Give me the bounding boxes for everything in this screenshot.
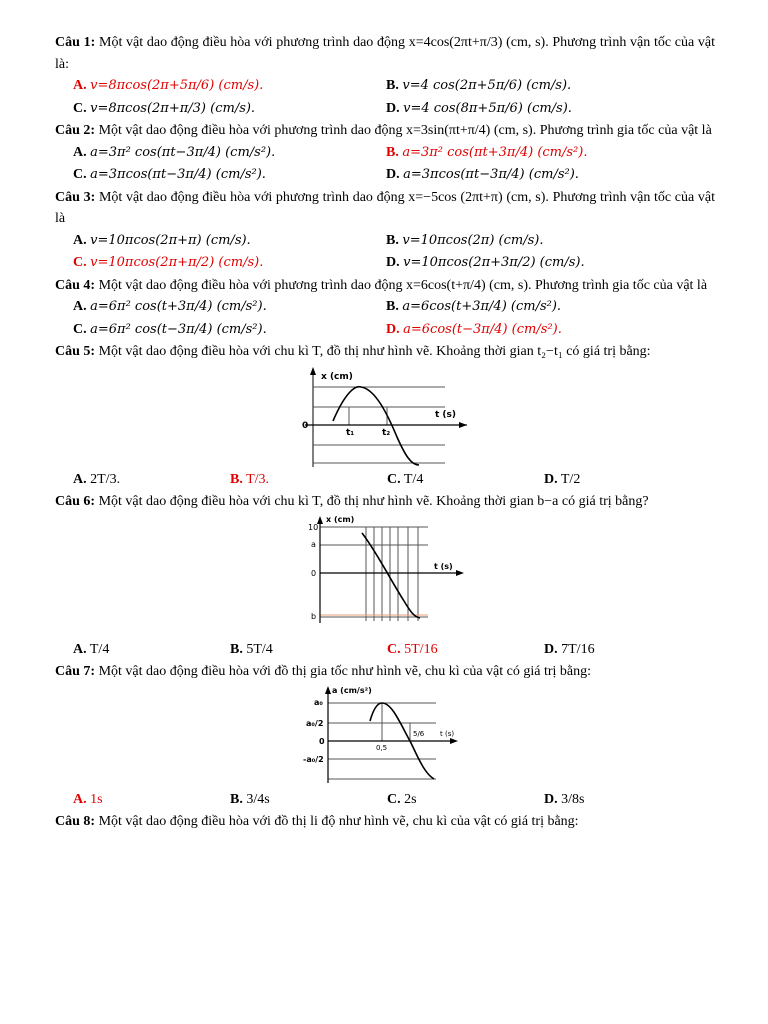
option-text: a=3πcos(πt−3π/4) (cm/s²). — [403, 167, 579, 182]
option-d — [544, 789, 701, 812]
option-text: T/4 — [89, 641, 110, 657]
option-text: 3/4s — [246, 791, 270, 807]
option-letter: A. — [73, 471, 87, 487]
figure-7 — [55, 683, 715, 789]
options-row — [55, 639, 715, 662]
y-axis-arrow — [325, 686, 331, 694]
label-t-half: 0,5 — [376, 743, 388, 752]
label-10: 10 — [308, 522, 319, 532]
option-text: v=10πcos(2π+π) (cm/s). — [90, 232, 251, 248]
option-letter: D. — [386, 167, 400, 182]
option-a — [73, 789, 230, 812]
option-text: a=3πcos(πt−3π/4) (cm/s²). — [90, 167, 266, 182]
question-text: Một vật dao động điều hòa với phương trình dao động x=−5cos (2πt+π) (cm, s). Phương trình vận tốc của vật là — [55, 189, 716, 226]
option-text: 1s — [90, 791, 103, 807]
displacement-graph — [295, 363, 475, 469]
option-d — [386, 98, 699, 121]
option-a — [73, 75, 386, 98]
question-4 — [55, 275, 715, 297]
option-text: 2s — [404, 791, 417, 807]
option-text: v=8πcos(2π+π/3) (cm/s). — [90, 100, 256, 116]
option-letter: D. — [544, 471, 558, 487]
option-text: 3/8s — [561, 791, 585, 807]
options-row — [55, 98, 715, 121]
x-axis-label: t (s) — [434, 561, 453, 571]
option-text: a=6π² cos(t−3π/4) (cm/s²). — [90, 321, 267, 337]
option-b — [230, 469, 387, 492]
option-text: a=3π² cos(πt−3π/4) (cm/s²). — [90, 144, 276, 160]
option-letter: C. — [387, 471, 401, 487]
option-b — [230, 639, 387, 662]
option-b — [386, 230, 699, 253]
options-row — [55, 75, 715, 98]
option-text: a=6cos(t+3π/4) (cm/s²). — [402, 299, 562, 314]
options-row — [55, 789, 715, 812]
question-3 — [55, 187, 715, 230]
option-c — [387, 469, 544, 492]
label-a: a — [311, 539, 316, 549]
question-text: Một vật dao động điều hòa với phương trình dao động x=4cos(2πt+π/3) (cm, s). Phương trình vận tốc của vật là: — [55, 35, 716, 72]
option-text: T/3. — [246, 471, 270, 487]
question-label: Câu 3: — [55, 189, 96, 205]
question-text: Một vật dao động điều hòa với chu kì T, đồ thị như hình vẽ. Khoảng thời gian b−a có giá trị bằng? — [98, 494, 649, 509]
option-text: v=10πcos(2π) (cm/s). — [402, 232, 544, 248]
label-a0: a₀ — [314, 697, 323, 707]
option-b — [386, 296, 699, 319]
acceleration-graph — [300, 683, 470, 789]
option-letter: B. — [230, 641, 243, 657]
options-row — [55, 319, 715, 342]
question-text: Một vật dao động điều hòa với chu kì T, đồ thị như hình vẽ. Khoảng thời gian t₂−t₁ có giá trị bằng: — [98, 344, 651, 359]
option-letter: C. — [73, 100, 87, 116]
y-axis-label: x (cm) — [326, 514, 355, 524]
question-text: Một vật dao động điều hòa với phương trình dao động x=3sin(πt+π/4) (cm, s). Phương trình gia tốc của vật là — [98, 123, 712, 138]
option-text: T/4 — [403, 471, 424, 487]
label-b: b — [311, 611, 317, 621]
option-letter: C. — [387, 641, 401, 657]
option-a — [73, 639, 230, 662]
option-d — [386, 164, 699, 187]
option-letter: C. — [73, 255, 87, 270]
option-c — [73, 164, 386, 187]
question-label: Câu 8: — [55, 814, 96, 829]
option-letter: A. — [73, 299, 87, 314]
x-axis-arrow — [450, 738, 458, 744]
option-letter: B. — [386, 299, 399, 314]
options-row — [55, 164, 715, 187]
question-label: Câu 4: — [55, 277, 96, 293]
option-text: v=4 cos(2π+5π/6) (cm/s). — [402, 78, 572, 93]
option-letter: D. — [544, 641, 558, 657]
question-5 — [55, 341, 715, 363]
option-d — [386, 252, 699, 275]
option-text: v=4 cos(8π+5π/6) (cm/s). — [403, 100, 572, 116]
origin-label: 0 — [319, 736, 325, 746]
option-text: 2T/3. — [90, 471, 121, 487]
option-letter: D. — [544, 791, 558, 807]
label-a0-half: a₀/2 — [306, 718, 324, 728]
option-c — [387, 789, 544, 812]
option-text: a=3π² cos(πt+3π/4) (cm/s²). — [402, 144, 588, 160]
option-d — [386, 319, 699, 342]
option-letter: D. — [386, 100, 400, 116]
option-c — [73, 252, 386, 275]
options-row — [55, 230, 715, 253]
figure-6 — [55, 513, 715, 639]
question-text: Một vật dao động điều hòa với đồ thị li độ như hình vẽ, chu kì của vật có giá trị bằng: — [98, 814, 579, 829]
y-axis-label: a (cm/s²) — [332, 685, 372, 695]
x-axis-label: t (s) — [440, 729, 455, 738]
question-text: Một vật dao động điều hòa với phương trình dao động x=6cos(t+π/4) (cm, s). Phương trình gia tốc của vật là — [98, 277, 708, 293]
option-letter: A. — [73, 78, 87, 93]
question-7 — [55, 661, 715, 683]
question-1 — [55, 32, 715, 75]
option-text: 5T/16 — [404, 641, 438, 657]
option-d — [544, 469, 701, 492]
displacement-graph — [300, 513, 470, 639]
question-label: Câu 6: — [55, 494, 96, 509]
question-label: Câu 2: — [55, 123, 96, 138]
option-letter: A. — [73, 641, 87, 657]
question-2 — [55, 120, 715, 142]
option-text: a=6cos(t−3π/4) (cm/s²). — [403, 321, 562, 337]
option-text: a=6π² cos(t+3π/4) (cm/s²). — [90, 299, 267, 314]
option-b — [386, 75, 699, 98]
option-b — [386, 142, 699, 165]
option-a — [73, 230, 386, 253]
label-neg-a0-half: -a₀/2 — [303, 754, 324, 764]
options-row — [55, 142, 715, 165]
label-t-56: 5/6 — [413, 729, 425, 738]
option-letter: C. — [387, 791, 401, 807]
option-letter: A. — [73, 791, 87, 807]
y-axis-label: x (cm) — [321, 371, 353, 382]
origin-label: 0 — [302, 420, 309, 431]
option-letter: C. — [73, 321, 87, 337]
option-letter: C. — [73, 167, 87, 182]
sine-curve — [333, 386, 419, 464]
x-axis-arrow — [459, 422, 467, 428]
option-letter: B. — [230, 471, 243, 487]
option-c — [73, 319, 386, 342]
option-letter: D. — [386, 321, 400, 337]
t1-label: t₁ — [346, 427, 355, 438]
option-a — [73, 296, 386, 319]
option-d — [544, 639, 701, 662]
option-letter: B. — [230, 791, 243, 807]
figure-5 — [55, 363, 715, 469]
question-text: Một vật dao động điều hòa với đồ thị gia tốc như hình vẽ, chu kì của vật có giá trị bằng: — [98, 664, 592, 679]
options-row — [55, 296, 715, 319]
option-letter: B. — [386, 78, 399, 93]
option-text: v=10πcos(2π+π/2) (cm/s). — [90, 255, 264, 270]
sine-curve — [362, 533, 420, 618]
option-c — [387, 639, 544, 662]
option-letter: B. — [386, 232, 399, 248]
option-b — [230, 789, 387, 812]
option-letter: A. — [73, 232, 87, 248]
origin-label: 0 — [311, 568, 317, 578]
question-label: Câu 1: — [55, 35, 96, 50]
y-axis-arrow — [310, 367, 316, 375]
option-text: 7T/16 — [561, 641, 595, 657]
option-a — [73, 142, 386, 165]
option-a — [73, 469, 230, 492]
options-row — [55, 252, 715, 275]
option-letter: A. — [73, 144, 87, 160]
option-letter: D. — [386, 255, 400, 270]
option-text: 5T/4 — [246, 641, 273, 657]
option-c — [73, 98, 386, 121]
t2-label: t₂ — [382, 427, 391, 438]
question-label: Câu 5: — [55, 344, 96, 359]
question-8 — [55, 811, 715, 833]
options-row — [55, 469, 715, 492]
option-letter: B. — [386, 144, 399, 160]
option-text: v=10πcos(2π+3π/2) (cm/s). — [403, 255, 585, 270]
x-axis-arrow — [456, 570, 464, 576]
option-text: T/2 — [560, 471, 581, 487]
question-6 — [55, 491, 715, 513]
option-text: v=8πcos(2π+5π/6) (cm/s). — [90, 78, 264, 93]
worksheet — [55, 32, 715, 833]
x-axis-label: t (s) — [435, 409, 457, 420]
question-label: Câu 7: — [55, 664, 96, 679]
